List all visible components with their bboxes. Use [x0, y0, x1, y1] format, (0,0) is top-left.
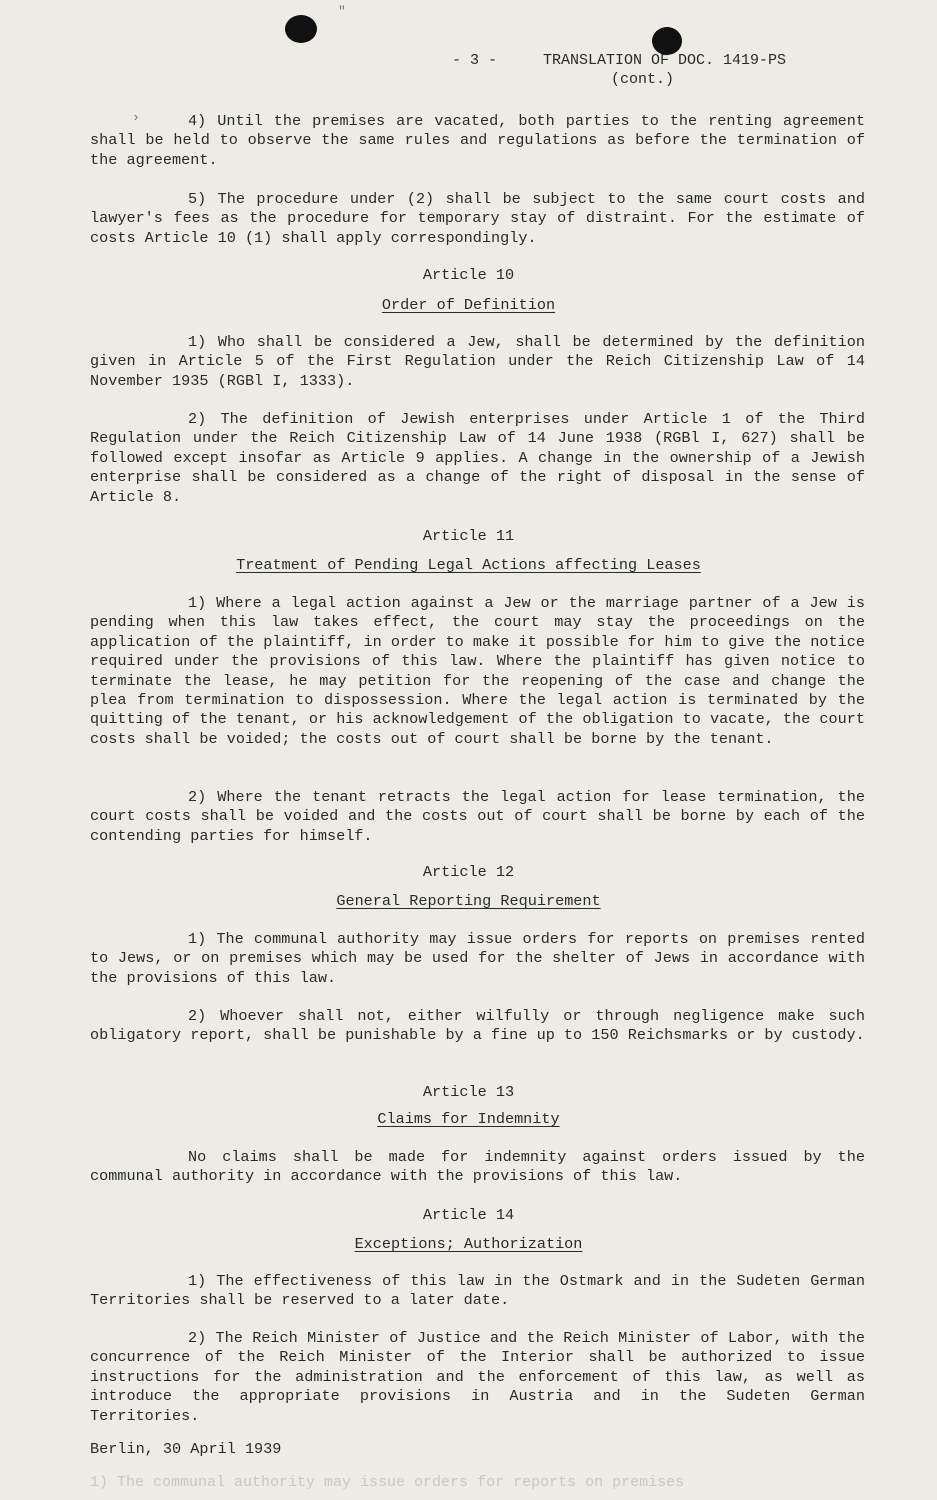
article-11-heading: Article 11 — [422, 527, 515, 545]
article-12-title: General Reporting Requirement — [336, 892, 601, 910]
article-13-paragraph-1: No claims shall be made for indemnity against orders issued by the communal authority in accordance with the provisions of this law. — [90, 1148, 865, 1186]
article-10-heading: Article 10 — [422, 266, 515, 284]
article-13-title: Claims for Indemnity — [377, 1110, 560, 1128]
pencil-mark-icon: " — [338, 4, 346, 19]
article-11-paragraph-2: 2) Where the tenant retracts the legal action for lease termination, the court costs shall be voided and the costs out of court shall be borne by each of the contending parties for himself. — [90, 788, 865, 845]
article-14-paragraph-1: 1) The effectiveness of this law in the Ostmark and in the Sudeten German Territories shall be reserved to a later date. — [90, 1272, 865, 1310]
paragraph-4: 4) Until the premises are vacated, both parties to the renting agreement shall be held to observe the same rules and regulations as before the termination of the agreement. — [90, 112, 865, 169]
article-12-paragraph-2: 2) Whoever shall not, either wilfully or through negligence make such obligatory report, shall be punishable by a fine up to 150 Reichsmarks or by custody. — [90, 1007, 865, 1045]
page-number: - 3 - — [452, 52, 498, 69]
article-13-heading: Article 13 — [422, 1083, 515, 1101]
article-12-heading: Article 12 — [422, 863, 515, 881]
continued-label: (cont.) — [611, 71, 675, 88]
paragraph-5: 5) The procedure under (2) shall be subject to the same court costs and lawyer's fees as the procedure for temporary stay of distraint. For the estimate of costs Article 10 (1) shall apply correspondingly. — [90, 190, 865, 247]
article-10-title: Order of Definition — [381, 296, 556, 314]
article-11-title: Treatment of Pending Legal Actions affecting Leases — [236, 556, 701, 574]
article-14-heading: Article 14 — [422, 1206, 515, 1224]
signoff-place-date: Berlin, 30 April 1939 — [90, 1440, 282, 1458]
article-10-paragraph-1: 1) Who shall be considered a Jew, shall be determined by the definition given in Article 5 of the First Regulation under the Reich Citizenship Law of 14 November 1935 (RGBl I, 1333). — [90, 333, 865, 390]
bleed-through-text: 1) The communal authority may issue orders for reports on premises — [90, 1474, 685, 1491]
punch-hole-right — [652, 27, 682, 55]
article-11-paragraph-1: 1) Where a legal action against a Jew or the marriage partner of a Jew is pending when this law takes effect, the court may stay the proceedings on the application of the plaintiff, in order to make it possible for him to give the notice required under the provisions of this law. Where the plaintiff has given notice to terminate the lease, he may petition for the reopening of the case and change the plea from termination to dispossession. Where the legal action is terminated by the quitting of the tenant, or his acknowledgement of the obligation to vacate, the court costs shall be voided; the costs out of court shall be borne by the tenant. — [90, 594, 865, 748]
document-title: TRANSLATION OF DOC. 1419-PS — [543, 52, 787, 69]
article-14-paragraph-2: 2) The Reich Minister of Justice and the Reich Minister of Labor, with the concurrence of the Reich Minister of the Interior shall be authorized to issue instructions for the administration and the enforcement of this law, as well as introduce the appropriate provisions in Austria and in the Sudeten German Territories. — [90, 1329, 865, 1425]
article-12-paragraph-1: 1) The communal authority may issue orders for reports on premises rented to Jews, or on premises which may be used for the shelter of Jews in accordance with the provisions of this law. — [90, 930, 865, 987]
article-10-paragraph-2: 2) The definition of Jewish enterprises under Article 1 of the Third Regulation under the Reich Citizenship Law of 14 June 1938 (RGBl I, 627) shall be followed except insofar as Article 9 applies. A change in the ownership of a Jewish enterprise shall be considered as a change of the right of disposal in the sense of Article 8. — [90, 410, 865, 506]
margin-mark-icon: › — [132, 110, 140, 125]
article-14-title: Exceptions; Authorization — [354, 1235, 583, 1253]
punch-hole-left — [285, 15, 317, 43]
